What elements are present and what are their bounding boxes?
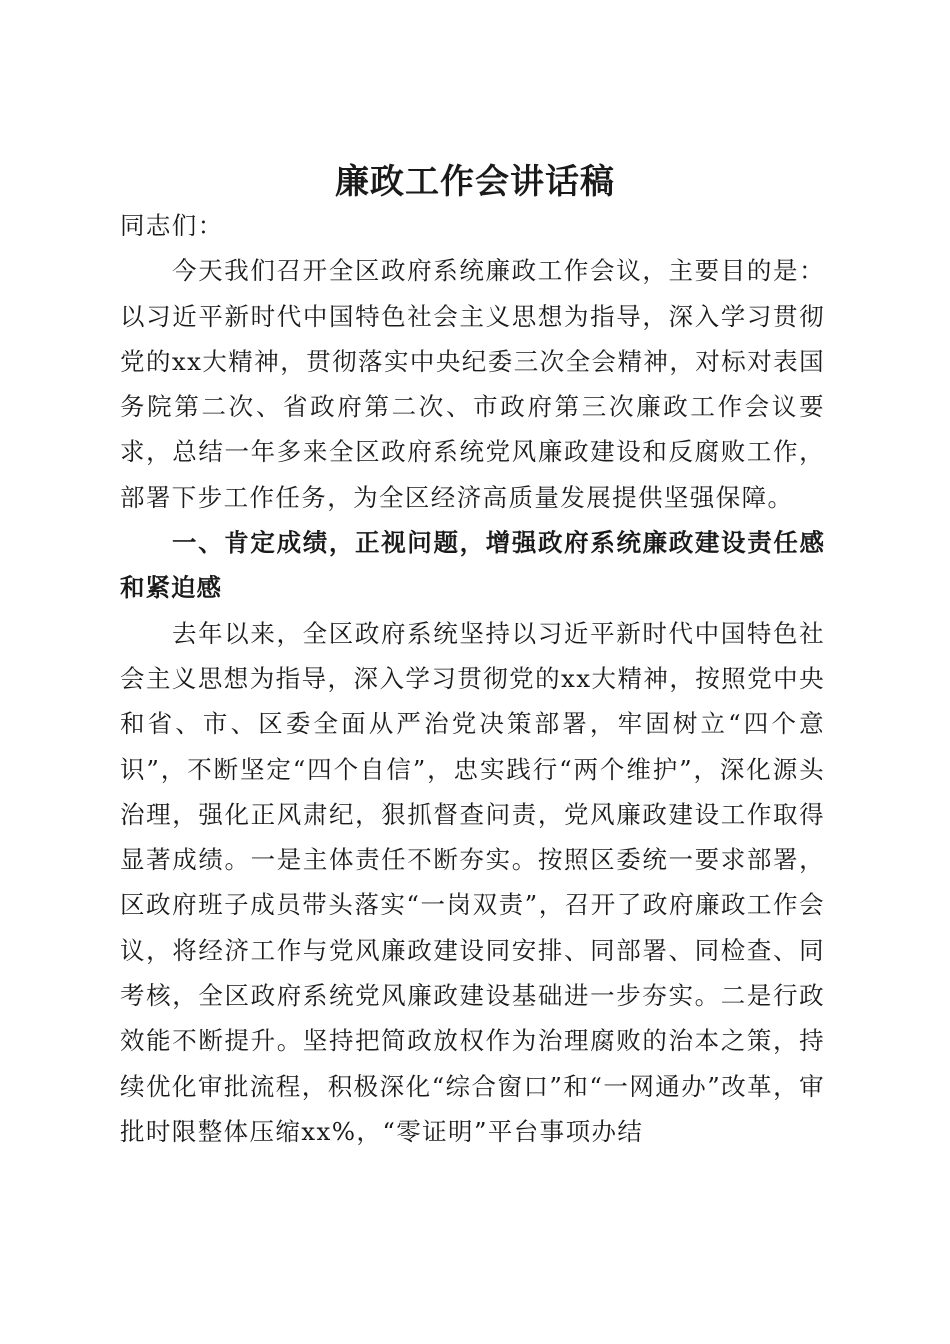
document-body xyxy=(120,203,825,1154)
intro-paragraph: 今天我们召开全区政府系统廉政工作会议，主要目的是：以习近平新时代中国特色社会主义思想为指导，深入学习贯彻党的xx大精神，贯彻落实中央纪委三次全会精神，对标对表国务院第二次、省政府第二次、市政府第三次廉政工作会议要求，总结一年多来全区政府系统党风廉政建设和反腐败工作，部署下步工作任务，为全区经济高质量发展提供坚强保障。 xyxy=(120,256,825,512)
document-title: 廉政工作会讲话稿 xyxy=(335,161,615,202)
section-1-paragraph: 去年以来，全区政府系统坚持以习近平新时代中国特色社会主义思想为指导，深入学习贯彻党的xx大精神，按照党中央和省、市、区委全面从严治党决策部署，牢固树立“四个意识”，不断坚定“四个自信”，忠实践行“两个维护”，深化源头治理，强化正风肃纪，狠抓督查问责，党风廉政建设工作取得显著成绩。一是主体责任不断夯实。按照区委统一要求部署，区政府班子成员带头落实“一岗双责”，召开了政府廉政工作会议，将经济工作与党风廉政建设同安排、同部署、同检查、同考核，全区政府系统党风廉政建设基础进一步夯实。二是行政效能不断提升。坚持把简政放权作为治理腐败的治本之策，持续优化审批流程，积极深化“综合窗口”和“一网通办”改革，审批时限整体压缩xx%，“零证明”平台事项办结 xyxy=(120,618,825,1146)
salutation: 同志们： xyxy=(120,211,224,240)
section-1-heading: 一、肯定成绩，正视问题，增强政府系统廉政建设责任感和紧迫感 xyxy=(120,528,825,603)
